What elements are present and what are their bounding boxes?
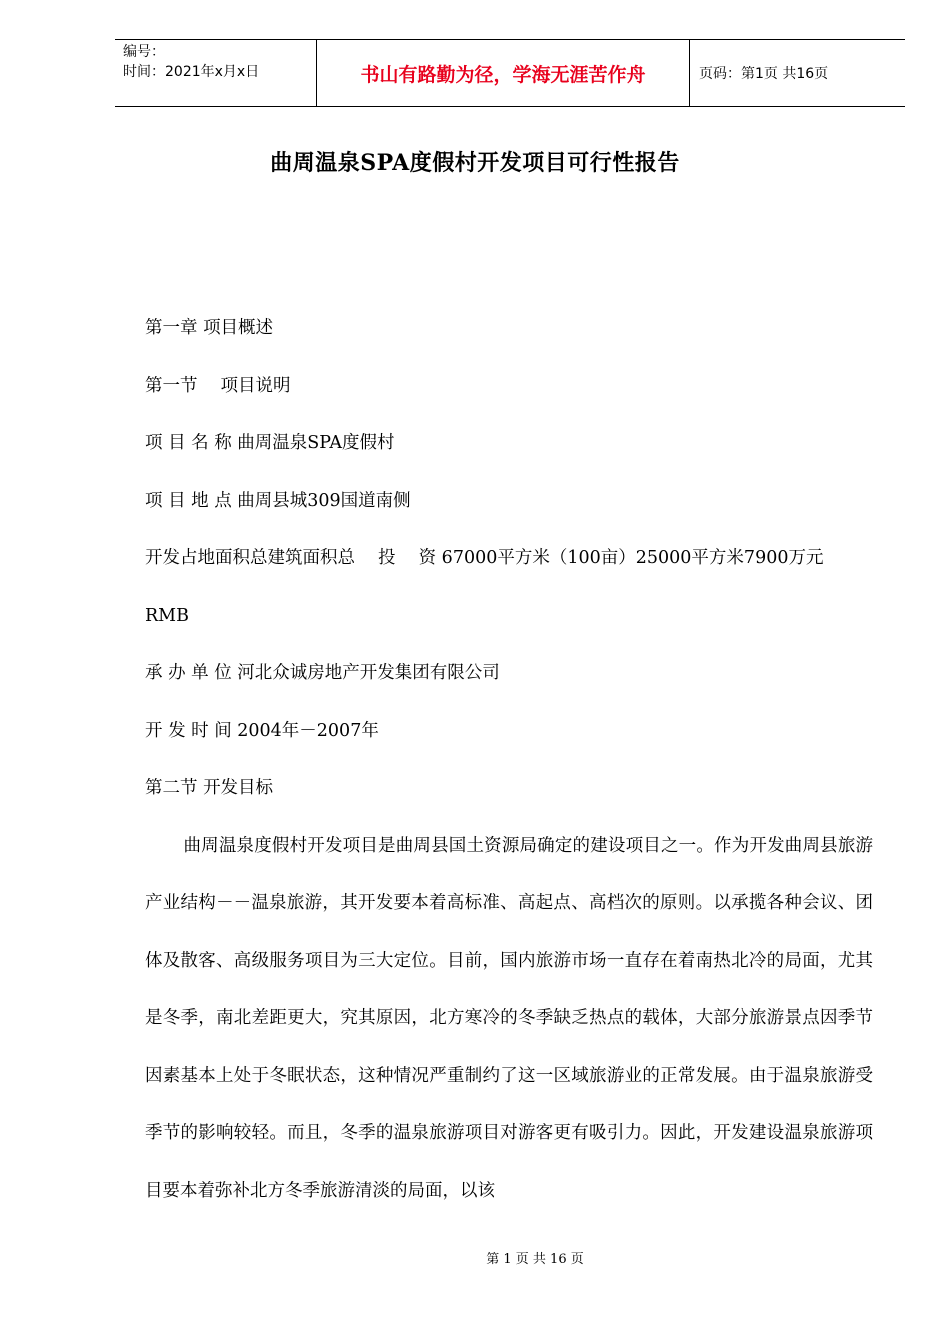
header-motto — [316, 40, 690, 106]
project-currency-line: RMB — [145, 605, 189, 626]
project-period-line: 开 发 时 间 2004年－2007年 — [145, 720, 379, 741]
document-body — [145, 300, 873, 1220]
project-undertaker-line: 承 办 单 位 河北众诚房地产开发集团有限公司 — [145, 663, 500, 683]
header-page-info — [690, 40, 905, 106]
page-footer: 第 1 页 共 16 页 — [486, 1252, 584, 1267]
motto-text: 书山有路勤为径，学海无涯苦作舟 — [360, 63, 646, 86]
chapter-heading: 第一章 项目概述 — [145, 318, 274, 338]
section-heading-2: 第二节 开发目标 — [145, 778, 274, 798]
number-label: 编号： — [123, 44, 165, 60]
project-area-line: 开发占地面积总建筑面积总 投 资 67000平方米（100亩）25000平方米7900万元 — [145, 548, 824, 568]
header-meta — [115, 40, 316, 106]
page-info-text: 页码：第1页 共16页 — [699, 66, 829, 82]
page-header — [115, 39, 905, 107]
time-label: 时间：2021年x月x日 — [123, 64, 260, 80]
project-location-line: 项 目 地 点 曲周县城309国道南侧 — [145, 490, 411, 511]
body-paragraph: 曲周温泉度假村开发项目是曲周县国土资源局确定的建设项目之一。作为开发曲周县旅游产业结构－－温泉旅游，其开发要本着高标准、高起点、高档次的原则。以承揽各种会议、团体及散客、高级服务项目为三大定位。目前，国内旅游市场一直存在着南热北冷的局面，尤其是冬季，南北差距更大，究其原因，北方寒冷的冬季缺乏热点的载体，大部分旅游景点因季节因素基本上处于冬眠状态，这种情况严重制约了这一区域旅游业的正常发展。由于温泉旅游受季节的影响较轻。而且，冬季的温泉旅游项目对游客更有吸引力。因此，开发建设温泉旅游项目要本着弥补北方冬季旅游清淡的局面，以该 — [145, 835, 873, 1201]
document-title: 曲周温泉SPA度假村开发项目可行性报告 — [270, 150, 680, 176]
project-name-line: 项 目 名 称 曲周温泉SPA度假村 — [145, 433, 395, 453]
section-heading-1: 第一节 项目说明 — [145, 375, 291, 396]
